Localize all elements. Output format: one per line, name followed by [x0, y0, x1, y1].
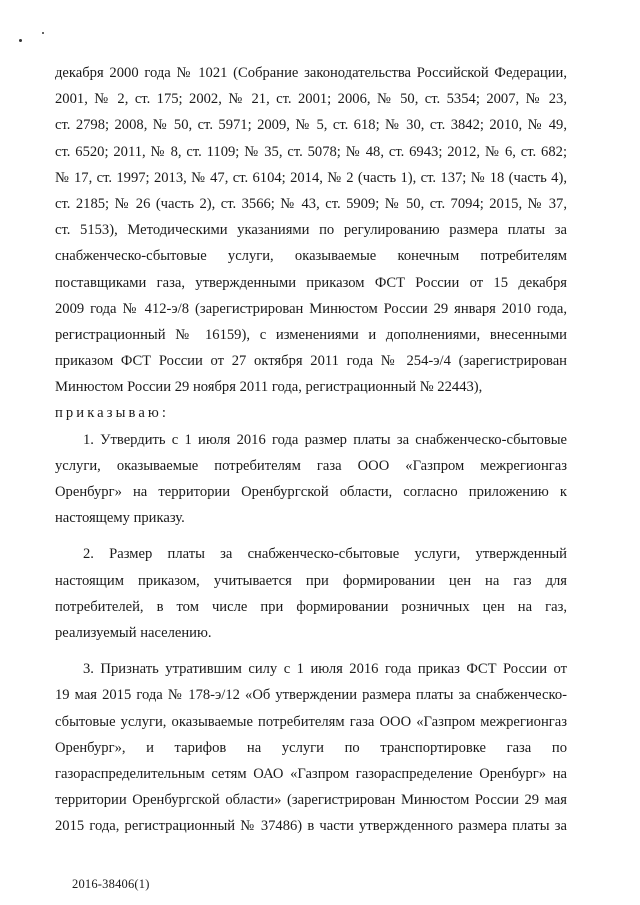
text-line: 1. Утвердить с 1 июля 2016 года размер платы за снабженческо-сбытовые — [83, 431, 567, 448]
text-line: газораспределительным сетям ОАО «Газпром газораспределение Оренбург» на — [55, 765, 567, 782]
text-line: декабря 2000 года № 1021 (Собрание законодательства Российской Федерации, — [55, 65, 567, 81]
text-line: 3. Признать утратившим силу с 1 июля 2016 года приказ ФСТ России от — [83, 661, 567, 678]
text-line: услуги, оказываемые потребителям газа ООО «Газпром межрегионгаз — [55, 457, 567, 474]
text-line: ст. 5153), Методическими указаниями по регулированию размера платы за — [55, 222, 567, 239]
text-line: ст. 2798; 2008, № 50, ст. 5971; 2009, № 5, ст. 618; № 30, ст. 3842; 2010, № 49, — [55, 117, 567, 134]
scan-speck — [19, 39, 22, 42]
text-line: 2015 года, регистрационный № 37486) в части утвержденного размера платы за — [55, 818, 567, 835]
document-number: 2016-38406(1) — [72, 877, 150, 891]
text-line: регистрационный № 16159), с изменениями и дополнениями, внесенными — [55, 326, 567, 343]
text-line: настоящему приказу. — [55, 510, 185, 527]
text-line: 2001, № 2, ст. 175; 2002, № 21, ст. 2001; 2006, № 50, ст. 5354; 2007, № 23, — [55, 91, 567, 108]
text-line: ст. 2185; № 26 (часть 2), ст. 3566; № 43, ст. 5909; № 50, ст. 7094; 2015, № 37, — [55, 195, 567, 212]
text-line: реализуемый населению. — [55, 624, 212, 641]
text-line: приказом ФСТ России от 27 октября 2011 года № 254-э/4 (зарегистрирован — [55, 353, 567, 370]
text-line: № 17, ст. 1997; 2013, № 47, ст. 6104; 2014, № 2 (часть 1), ст. 137; № 18 (часть 4), — [55, 169, 567, 186]
paragraph-item-2 — [55, 541, 567, 646]
text-line: 19 мая 2015 года № 178-э/12 «Об утверждении размера платы за снабженческо- — [55, 687, 567, 704]
text-line: 2. Размер платы за снабженческо-сбытовые услуги, утвержденный — [83, 546, 567, 563]
text-line: сбытовые услуги, оказываемые потребителям газа ООО «Газпром межрегионгаз — [55, 713, 567, 730]
text-line: 2009 года № 412-э/8 (зарегистрирован Минюстом России 29 января 2010 года, — [55, 300, 567, 317]
text-line: Оренбург», и тарифов на услуги по транспортировке газа по — [55, 739, 567, 756]
paragraph-intro — [55, 60, 567, 400]
text-line: снабженческо-сбытовые услуги, оказываемые конечным потребителям — [55, 248, 567, 265]
text-line: Минюстом России 29 ноября 2011 года, регистрационный № 22443), — [55, 379, 483, 396]
text-line: ст. 6520; 2011, № 8, ст. 1109; № 35, ст. 5078; № 48, ст. 6943; 2012, № 6, ст. 682; — [55, 143, 567, 160]
order-heading: приказываю: — [55, 405, 170, 422]
text-line: территории Оренбургской области» (зарегистрирован Минюстом России 29 мая — [55, 792, 567, 809]
text-line: поставщиками газа, утвержденными приказом ФСТ России от 15 декабря — [55, 274, 567, 291]
paragraph-item-3 — [55, 656, 567, 839]
paragraph-item-1 — [55, 427, 567, 532]
text-line: настоящим приказом, учитывается при формировании цен на газ для — [55, 572, 567, 589]
text-line: потребителей, в том числе при формировании розничных цен на газ, — [55, 598, 567, 615]
document-body — [55, 60, 567, 839]
scan-speck — [42, 32, 44, 34]
text-line: Оренбург» на территории Оренбургской области, согласно приложению к — [55, 484, 567, 500]
